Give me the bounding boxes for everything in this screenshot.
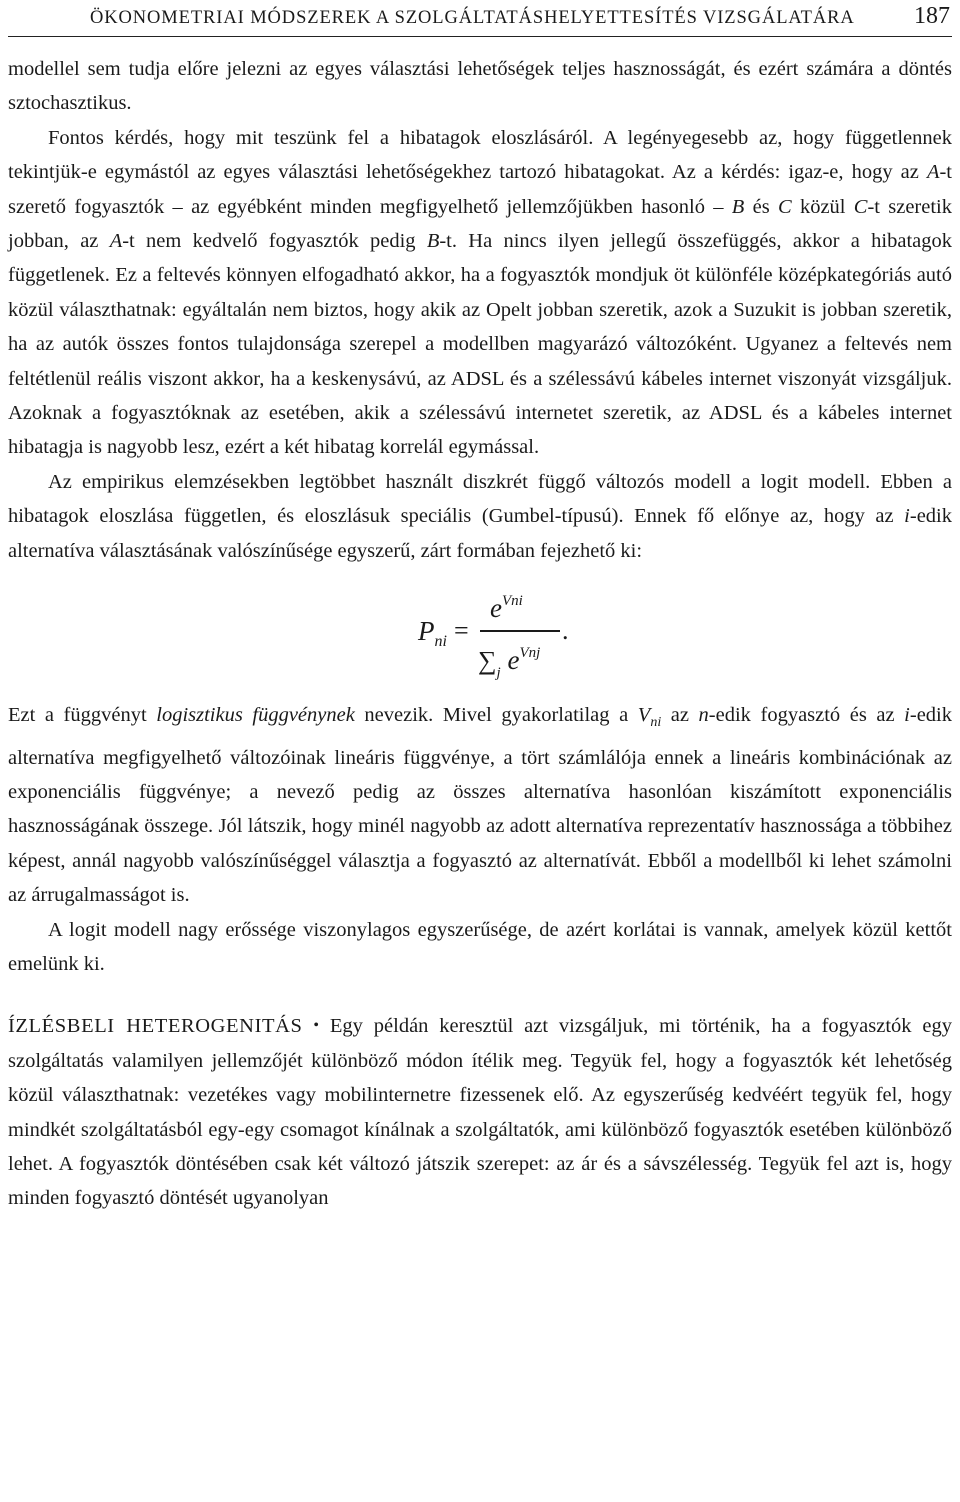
paragraph-2: Fontos kérdés, hogy mit teszünk fel a hibatagok eloszlásáról. A legényegesebb az, hogy függetlennek tekintjük-e egymástól az egyes választási lehetőségekhez tartozó hibatagokat. Az a kérdés: igaz-e, hogy az A-t szerető fogyasztók – az egyébként minden megfigyelhető jellemzőjükben hasonló – B és C közül C-t szeretik jobban, az A-t nem kedvelő fogyasztók pedig B-t. Ha nincs ilyen jellegű összefüggés, akkor a hibatagok függetlenek. Ez a feltevés könnyen elfogadható akkor, ha a fogyasztók mondjuk öt különféle középkategóriás autó közül választhatnak: egyáltalán nem biztos, hogy akik az Opelt jobban szeretik, azok a Suzukit is jobban szeretik, ha az autók összes fontos tulajdonsága szerepel a modellben magyarázó változóként. Ugyanez a feltevés nem feltétlenül reális viszont akkor, ha a keskenysávú, az ADSL és a szélessávú kábeles internet viszonyát vizsgáljuk. Azoknak a fogyasztóknak az esetében, akik a szélessávú internetet szeretik, az ADSL és a kábeles internet hibatagja is nagyobb lesz, ezért a két hibatag korrelál egymással.: [8, 126, 952, 459]
logit-formula-row: [8, 568, 952, 698]
paragraph-3: Az empirikus elemzésekben legtöbbet használt diszkrét függő változós modell a logit modell. Ebben a hibatagok eloszlása független, és eloszlásuk speciális (Gumbel-típusú). Ennek fő előnye az, hogy az i-edik alternatíva választásának valószínűsége egyszerű, zárt formában fejezhető ki:: [8, 470, 952, 562]
section-text: Egy példán keresztül azt vizsgáljuk, mi történik, ha a fogyasztók egy szolgáltatás valamilyen jellemzőjét különböző módon ítélik meg. Tegyük fel, hogy a fogyasztók két lehetőség közül választhatnak: vezetékes vagy mobilinternetre fizessenek elő. Az egyszerűség kedvéért tegyük fel, hogy mindkét szolgáltatásból egy-egy csomagot kínálnak a szolgáltatók, ami különböző fogyasztók esetében különböző lehet. A fogyasztók döntésében csak két változó játszik szerepet: az ár és a sávszélesség. Tegyük fel azt is, hogy minden fogyasztó döntését ugyanolyan: [8, 1015, 953, 1210]
header-title: ÖKONOMETRIAI MÓDSZEREK A SZOLGÁLTATÁSHELYETTESÍTÉS VIZSGÁLATÁRA: [90, 8, 855, 28]
formula-equals: =: [454, 616, 469, 646]
bullet-icon: •: [313, 1017, 320, 1035]
page-number: 187: [914, 3, 950, 29]
paragraph-4: Ezt a függvényt logisztikus függvénynek nevezik. Mivel gyakorlatilag a $V_{ni}$ az n-edik fogyasztó és az i-edik alternatíva megfigyelhető változóinak lineáris függvénye, a tört számlálója ennek a lineáris kombinációnak az exponenciális függvénye; a nevező pedig az összes alternatíva hasonlóan kiszámított exponenciális hasznosságának összege. Jól látszik, hogy minél nagyobb az adott alternatíva reprezentatív hasznossága a többihez képest, annál nagyobb valószínűséggel választja a fogyasztó az alternatívát. Ebből a modellből ki lehet számolni az árrugalmasságot is.: [8, 704, 952, 907]
formula-period: .: [562, 616, 569, 646]
running-header: [8, 2, 952, 37]
formula-numerator: $e^{Vni}$: [490, 593, 523, 624]
paragraph-1: modellel sem tudja előre jelezni az egyes választási lehetőségek teljes hasznosságát, és ezért számára a döntés sztochasztikus.: [8, 58, 952, 115]
section-gap: [8, 981, 952, 1009]
paragraph-5: A logit modell nagy erőssége viszonylagos egyszerűsége, de azért korlátai is vannak, amelyek közül kettőt emelünk ki.: [8, 918, 952, 976]
formula-denominator: $\sum_j$ $e^{Vnj}$: [478, 645, 541, 682]
logit-formula: [408, 586, 588, 686]
section-heading: ÍZLÉSBELI HETEROGENITÁS: [8, 1015, 303, 1038]
formula-probability: $P_{ni}$: [418, 616, 447, 651]
section-paragraph: [8, 1009, 952, 1215]
fraction-bar: [480, 630, 560, 632]
body-text: [8, 52, 952, 1216]
